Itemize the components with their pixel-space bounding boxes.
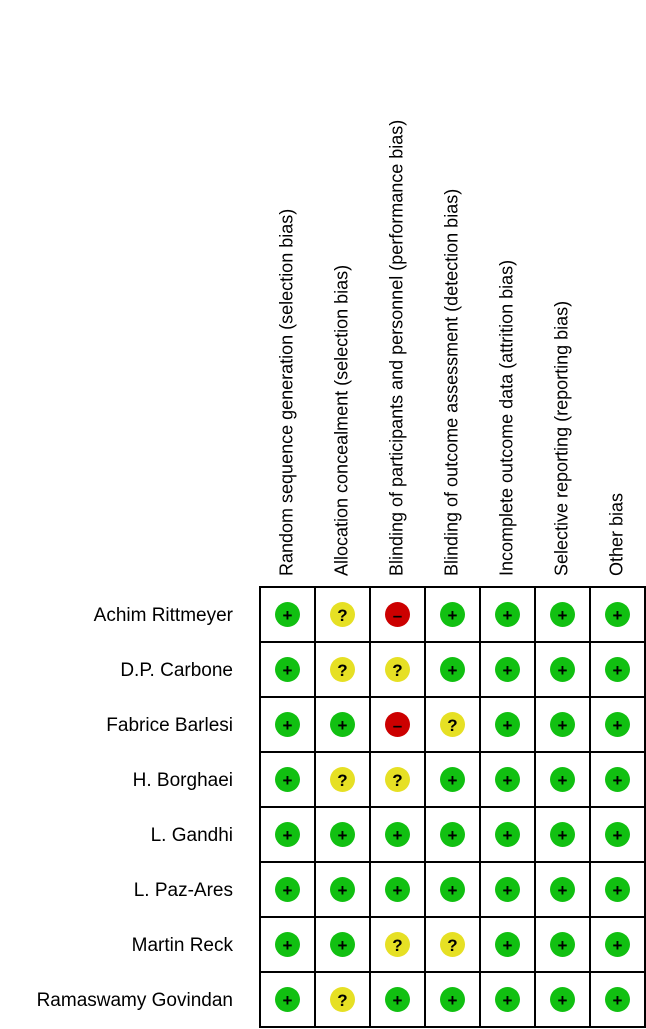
risk-symbol: + [337, 716, 348, 735]
judgement-low-risk [495, 877, 520, 902]
judgement-low-risk [330, 877, 355, 902]
risk-symbol: ? [337, 661, 348, 680]
risk-symbol: + [282, 661, 293, 680]
risk-symbol: + [282, 771, 293, 790]
judgement-low-risk [495, 987, 520, 1012]
domain-label: Other bias [606, 492, 627, 576]
judgement-grid [260, 587, 645, 1027]
judgement-low-risk [440, 657, 465, 682]
risk-symbol: + [612, 716, 623, 735]
domain-label: Allocation concealment (selection bias) [331, 264, 352, 576]
risk-symbol: + [557, 606, 568, 625]
judgement-low-risk [550, 712, 575, 737]
risk-symbol: ? [337, 991, 348, 1010]
judgement-unclear-risk [385, 767, 410, 792]
risk-symbol: + [337, 936, 348, 955]
risk-symbol: + [447, 881, 458, 900]
risk-symbol: + [557, 991, 568, 1010]
study-label: Ramaswamy Govindan [36, 990, 233, 1011]
risk-symbol: + [557, 826, 568, 845]
risk-symbol: + [282, 881, 293, 900]
judgement-low-risk [550, 932, 575, 957]
study-label: L. Paz-Ares [133, 880, 233, 901]
judgement-low-risk [385, 822, 410, 847]
judgement-low-risk [550, 767, 575, 792]
risk-symbol: + [612, 606, 623, 625]
risk-symbol: + [557, 881, 568, 900]
risk-symbol: + [337, 881, 348, 900]
study-labels [37, 605, 234, 1011]
risk-symbol: ? [447, 936, 458, 955]
risk-symbol: + [557, 716, 568, 735]
risk-symbol: + [337, 826, 348, 845]
risk-symbol: + [392, 991, 403, 1010]
risk-symbol: – [392, 606, 403, 625]
judgement-low-risk [385, 987, 410, 1012]
judgement-low-risk [440, 602, 465, 627]
judgement-low-risk [495, 822, 520, 847]
risk-symbol: + [447, 991, 458, 1010]
judgement-low-risk [440, 877, 465, 902]
risk-symbol: – [392, 716, 403, 735]
domain-label: Blinding of participants and personnel (performance bias) [386, 119, 407, 576]
judgement-low-risk [275, 712, 300, 737]
study-label: Martin Reck [131, 935, 233, 956]
judgement-unclear-risk [385, 932, 410, 957]
risk-symbol: + [282, 716, 293, 735]
risk-symbol: + [502, 991, 513, 1010]
judgement-low-risk [495, 602, 520, 627]
judgement-low-risk [495, 767, 520, 792]
judgement-low-risk [605, 712, 630, 737]
risk-symbol: ? [337, 606, 348, 625]
judgement-low-risk [330, 932, 355, 957]
domain-label: Incomplete outcome data (attrition bias) [496, 259, 517, 576]
judgement-unclear-risk [440, 932, 465, 957]
judgement-low-risk [440, 822, 465, 847]
risk-symbol: ? [447, 716, 458, 735]
judgement-low-risk [275, 877, 300, 902]
domain-label: Selective reporting (reporting bias) [551, 300, 572, 576]
judgement-high-risk [385, 602, 410, 627]
study-label: L. Gandhi [150, 825, 233, 846]
domain-label: Blinding of outcome assessment (detection bias) [441, 188, 462, 576]
risk-symbol: + [447, 771, 458, 790]
judgement-low-risk [605, 987, 630, 1012]
risk-symbol: ? [337, 771, 348, 790]
risk-symbol: + [392, 881, 403, 900]
risk-symbol: + [282, 826, 293, 845]
risk-symbol: + [502, 606, 513, 625]
judgement-low-risk [550, 602, 575, 627]
judgement-low-risk [385, 877, 410, 902]
risk-symbol: + [282, 991, 293, 1010]
risk-symbol: ? [392, 936, 403, 955]
risk-symbol: + [612, 991, 623, 1010]
judgement-unclear-risk [330, 602, 355, 627]
judgement-low-risk [605, 932, 630, 957]
risk-symbol: ? [392, 771, 403, 790]
judgement-unclear-risk [330, 767, 355, 792]
judgement-unclear-risk [385, 657, 410, 682]
judgement-low-risk [495, 657, 520, 682]
risk-symbol: + [502, 936, 513, 955]
judgement-low-risk [440, 767, 465, 792]
judgement-unclear-risk [440, 712, 465, 737]
judgement-low-risk [330, 712, 355, 737]
risk-symbol: + [282, 606, 293, 625]
judgement-low-risk [550, 657, 575, 682]
judgement-low-risk [275, 657, 300, 682]
judgement-low-risk [495, 932, 520, 957]
risk-symbol: + [612, 661, 623, 680]
risk-symbol: + [502, 826, 513, 845]
domain-labels [277, 120, 627, 576]
judgement-low-risk [605, 822, 630, 847]
risk-symbol: + [502, 881, 513, 900]
risk-symbol: + [612, 881, 623, 900]
judgement-low-risk [550, 822, 575, 847]
domain-label: Random sequence generation (selection bias) [276, 208, 297, 576]
risk-symbol: + [612, 771, 623, 790]
risk-symbol: + [447, 606, 458, 625]
judgement-low-risk [275, 602, 300, 627]
judgement-low-risk [605, 602, 630, 627]
risk-symbol: + [392, 826, 403, 845]
judgement-low-risk [495, 712, 520, 737]
study-label: Fabrice Barlesi [106, 715, 233, 736]
risk-symbol: + [557, 661, 568, 680]
judgement-unclear-risk [330, 657, 355, 682]
judgement-low-risk [275, 932, 300, 957]
judgement-low-risk [550, 877, 575, 902]
judgement-low-risk [275, 767, 300, 792]
study-label: H. Borghaei [132, 770, 233, 791]
risk-symbol: + [612, 936, 623, 955]
risk-symbol: + [447, 826, 458, 845]
judgement-low-risk [605, 657, 630, 682]
judgement-low-risk [330, 822, 355, 847]
judgement-low-risk [440, 987, 465, 1012]
risk-symbol: + [447, 661, 458, 680]
risk-symbol: + [557, 771, 568, 790]
judgement-low-risk [605, 877, 630, 902]
risk-symbol: + [282, 936, 293, 955]
risk-symbol: + [502, 771, 513, 790]
study-label: Achim Rittmeyer [93, 605, 233, 626]
risk-symbol: ? [392, 661, 403, 680]
judgement-low-risk [550, 987, 575, 1012]
judgement-unclear-risk [330, 987, 355, 1012]
judgement-high-risk [385, 712, 410, 737]
risk-symbol: + [612, 826, 623, 845]
judgement-low-risk [275, 822, 300, 847]
judgement-low-risk [605, 767, 630, 792]
risk-symbol: + [502, 716, 513, 735]
risk-symbol: + [557, 936, 568, 955]
risk-symbol: + [502, 661, 513, 680]
study-label: D.P. Carbone [120, 660, 233, 681]
judgement-low-risk [275, 987, 300, 1012]
